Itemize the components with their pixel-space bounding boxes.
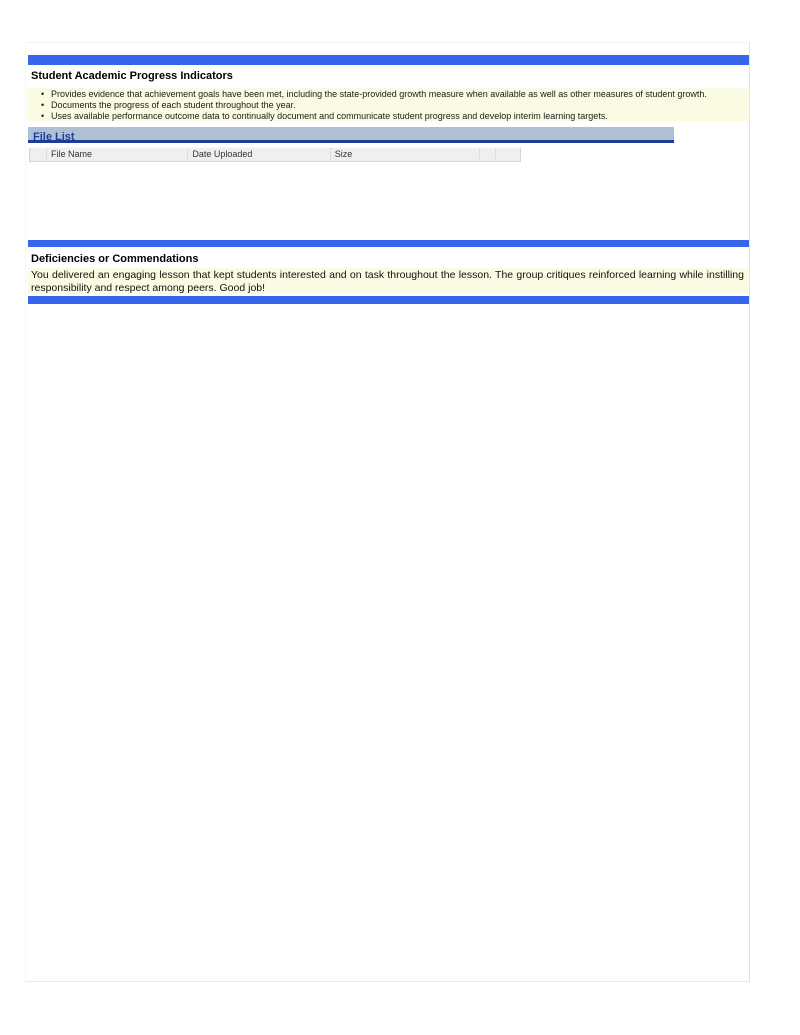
commendations-text-box: You delivered an engaging lesson that kept students interested and on task throughout the lesson. The group critiques reinforced learning while instilling responsibility and respect among peers. Good job! xyxy=(28,268,749,294)
list-item xyxy=(28,89,749,100)
progress-indicators-box xyxy=(28,88,749,121)
file-list-header-bar xyxy=(28,127,674,143)
report-page xyxy=(25,42,750,982)
column-header-file-name: File Name xyxy=(47,148,188,161)
file-list-title: File List xyxy=(33,131,75,143)
accent-bar-top xyxy=(28,55,749,65)
column-header-date-uploaded: Date Uploaded xyxy=(188,148,330,161)
column-header-size: Size xyxy=(331,148,480,161)
accent-bar-bottom xyxy=(28,296,749,304)
accent-bar-middle xyxy=(28,240,749,247)
commendations-section-title: Deficiencies or Commendations xyxy=(31,253,199,265)
column-header-empty-action-1 xyxy=(480,148,496,161)
bullet-icon: • xyxy=(41,100,45,110)
progress-bullet-text: Provides evidence that achievement goals have been met, including the state-provided growth measure when available as well as other measures of student growth. xyxy=(51,89,707,99)
file-list-column-header-row xyxy=(29,147,521,162)
progress-bullet-text: Uses available performance outcome data to continually document and communicate student progress and develop interim learning targets. xyxy=(51,111,608,121)
progress-section-title: Student Academic Progress Indicators xyxy=(31,70,233,82)
progress-bullet-text: Documents the progress of each student throughout the year. xyxy=(51,100,296,110)
progress-indicators-list xyxy=(28,89,749,122)
bullet-icon: • xyxy=(41,89,45,99)
column-header-empty-action-2 xyxy=(496,148,520,161)
list-item xyxy=(28,111,749,122)
column-header-empty-left xyxy=(30,148,47,161)
list-item xyxy=(28,100,749,111)
bullet-icon: • xyxy=(41,111,45,121)
